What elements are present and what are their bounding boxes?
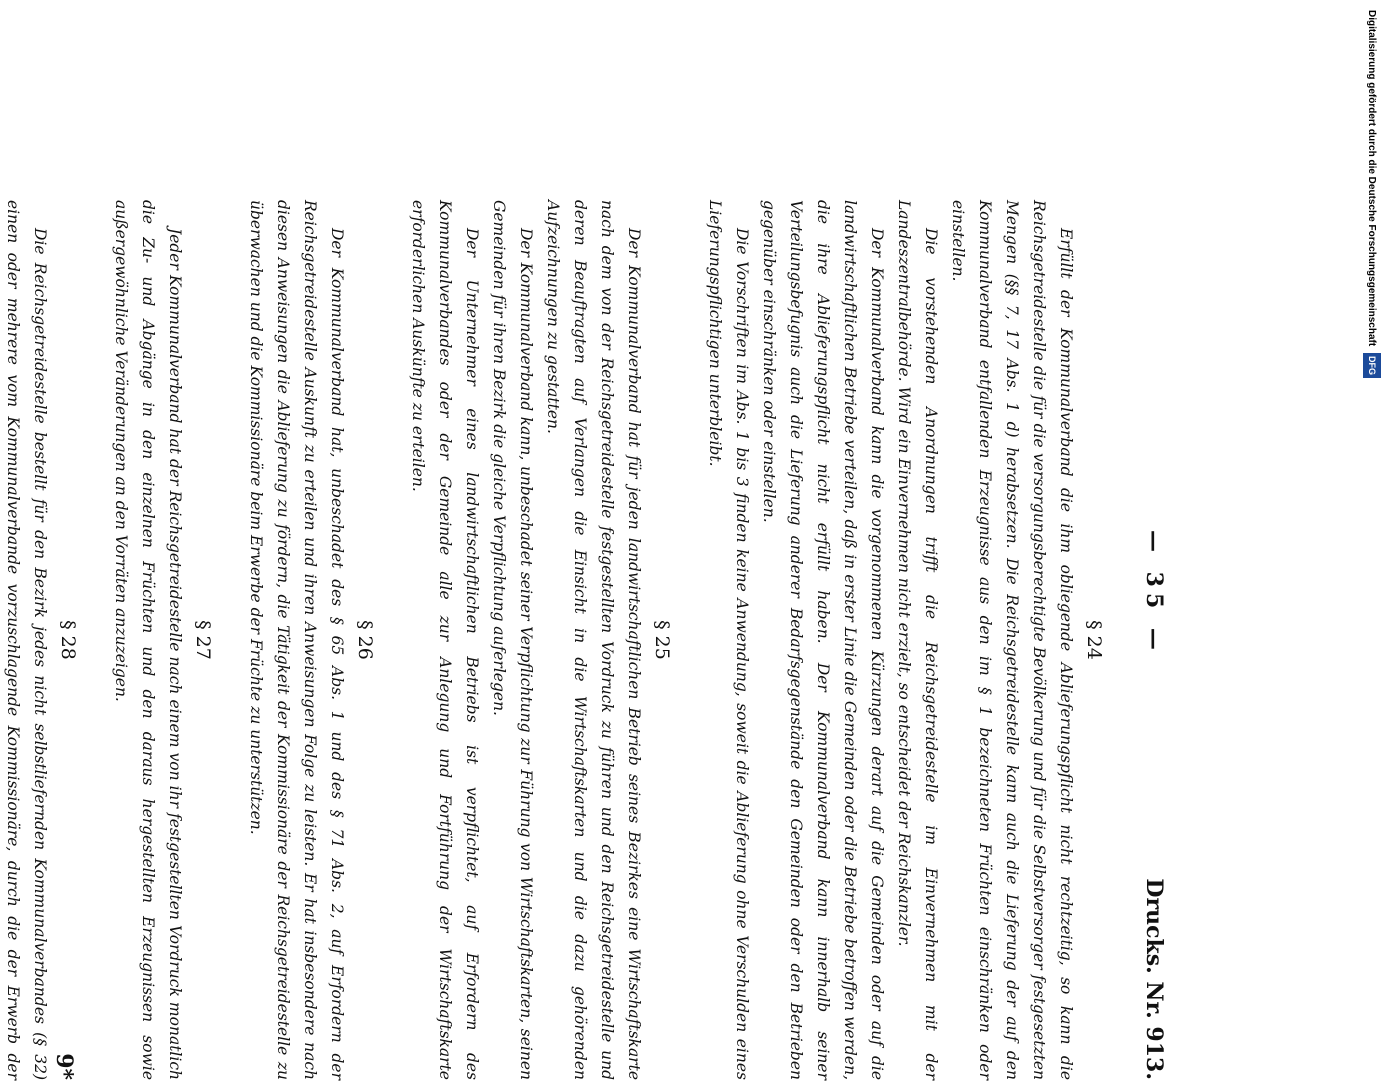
section-gap [85,200,107,1080]
section-paragraph: Der Kommunalverband kann die vorgenommenen Kürzungen derart auf die Gemeinden oder auf die landwirtschaftlichen Betriebe verteilen, daß in erster Linie die Gemeinden oder die Betriebe betroffen werden, die ihre Ablieferungspflicht nicht erfüllt haben. Der Kommunalverband kann innerhalb seiner Verteilungsbefugnis auch die Lieferung anderer Bedarfsgegenstände den Gemeinden oder den Betrieben gegenüber einschränken oder einstellen. [760,200,886,1080]
page-number: — 35 — [1141,530,1167,656]
section-paragraph: Jeder Kommunalverband hat der Reichsgetreidestelle nach einem von ihr festgestellten Vordruck monatlich die Zu- und Abgänge in den einzelnen Früchten und den daraus hergestellten Erzeugnissen sowie außergewöhnliche Veränderungen an den Vorräten anzuzeigen. [112,200,184,1080]
section-paragraph: Der Unternehmer eines landwirtschaftlichen Betriebs ist verpflichtet, auf Erfordern des Kommunalverbandes oder der Gemeinde alle zur Anlegung und Fortführung der Wirtschaftskarte erforderlichen Auskünfte zu erteilen. [409,200,481,1080]
section-gap [220,200,242,1080]
digitization-note [1363,10,1381,990]
section-heading: § 26 [354,620,376,660]
section-paragraph: Die vorstehenden Anordnungen trifft die Reichsgetreidestelle im Einvernehmen mit der Landeszentralbehörde. Wird ein Einvernehmen nicht erzielt, so entscheidet der Reichskanzler. [895,200,940,1080]
section-paragraph: Der Kommunalverband kann, unbeschadet seiner Verpflichtung zur Führung von Wirtschaftskarten, seinen Gemeinden für ihren Bezirk die gleiche Verpflichtung auferlegen. [490,200,535,1080]
dfg-logo-icon: DFG [1363,353,1381,378]
section-heading: § 24 [1083,620,1105,660]
page-header [1131,190,1171,1090]
section-paragraph: Der Kommunalverband hat, unbeschadet des § 65 Abs. 1 und des § 71 Abs. 2, auf Erfordern der Reichsgetreidestelle Auskunft zu erteilen und ihren Anweisungen Folge zu leisten. Er hat insbesondere nach diesen Anweisungen die Ablieferung zu fördern, die Tätigkeit der Kommissionäre der Reichsgetreidestelle zu überwachen und die Kommissionäre beim Erwerbe der Früchte zu unterstützen. [247,200,346,1080]
document-page [0,190,1171,1090]
section-gap [679,200,701,1080]
signature-mark: 9* [51,1053,77,1080]
section-paragraph: Die Vorschriften im Abs. 1 bis 3 finden keine Anwendung, soweit die Ablieferung ohne Verschulden eines Lieferungspflichtigen unterbleibt. [706,200,751,1080]
digitization-note-text: Digitalisierung gefördert durch die Deutsche Forschungsgemeinschaft [1366,10,1377,347]
section-paragraph: Die Reichsgetreidestelle bestellt für den Bezirk jedes nicht selbstliefernden Kommunalverbandes (§ 32) einen oder mehrere vom Kommunalverbande vorzuschlagende Kommissionäre, durch die der Erwerb der [4,200,49,1080]
section-gap [382,200,404,1080]
drucksache-number: Drucks. Nr. 913. [1141,878,1167,1080]
section-heading: § 28 [57,620,79,660]
section-paragraph: Der Kommunalverband hat für jeden landwirtschaftlichen Betrieb seines Bezirkes eine Wirtschaftskarte nach dem von der Reichsgetreidestelle festgestellten Vordruck zu führen und den Reichsgetreidestelle und deren Beauftragten auf Verlangen die Einsicht in die Wirtschaftskarten und die dazu gehörenden Aufzeichnungen zu gestatten. [544,200,643,1080]
section-heading: § 25 [651,620,673,660]
section-heading: § 27 [192,620,214,660]
section-paragraph: Erfüllt der Kommunalverband die ihm obliegende Ablieferungspflicht nicht rechtzeitig, so kann die Reichsgetreidestelle die für die versorgungsberechtigte Bevölkerung und für die Selbstversorger festgesetzten Mengen (§§ 7, 17 Abs. 1 d) herabsetzen. Die Reichsgetreidestelle kann auch die Lieferung der auf den Kommunalverband entfallenden Erzeugnisse aus den im § 1 bezeichneten Früchten einschränken oder einstellen. [949,200,1075,1080]
document-body [0,200,1111,1080]
